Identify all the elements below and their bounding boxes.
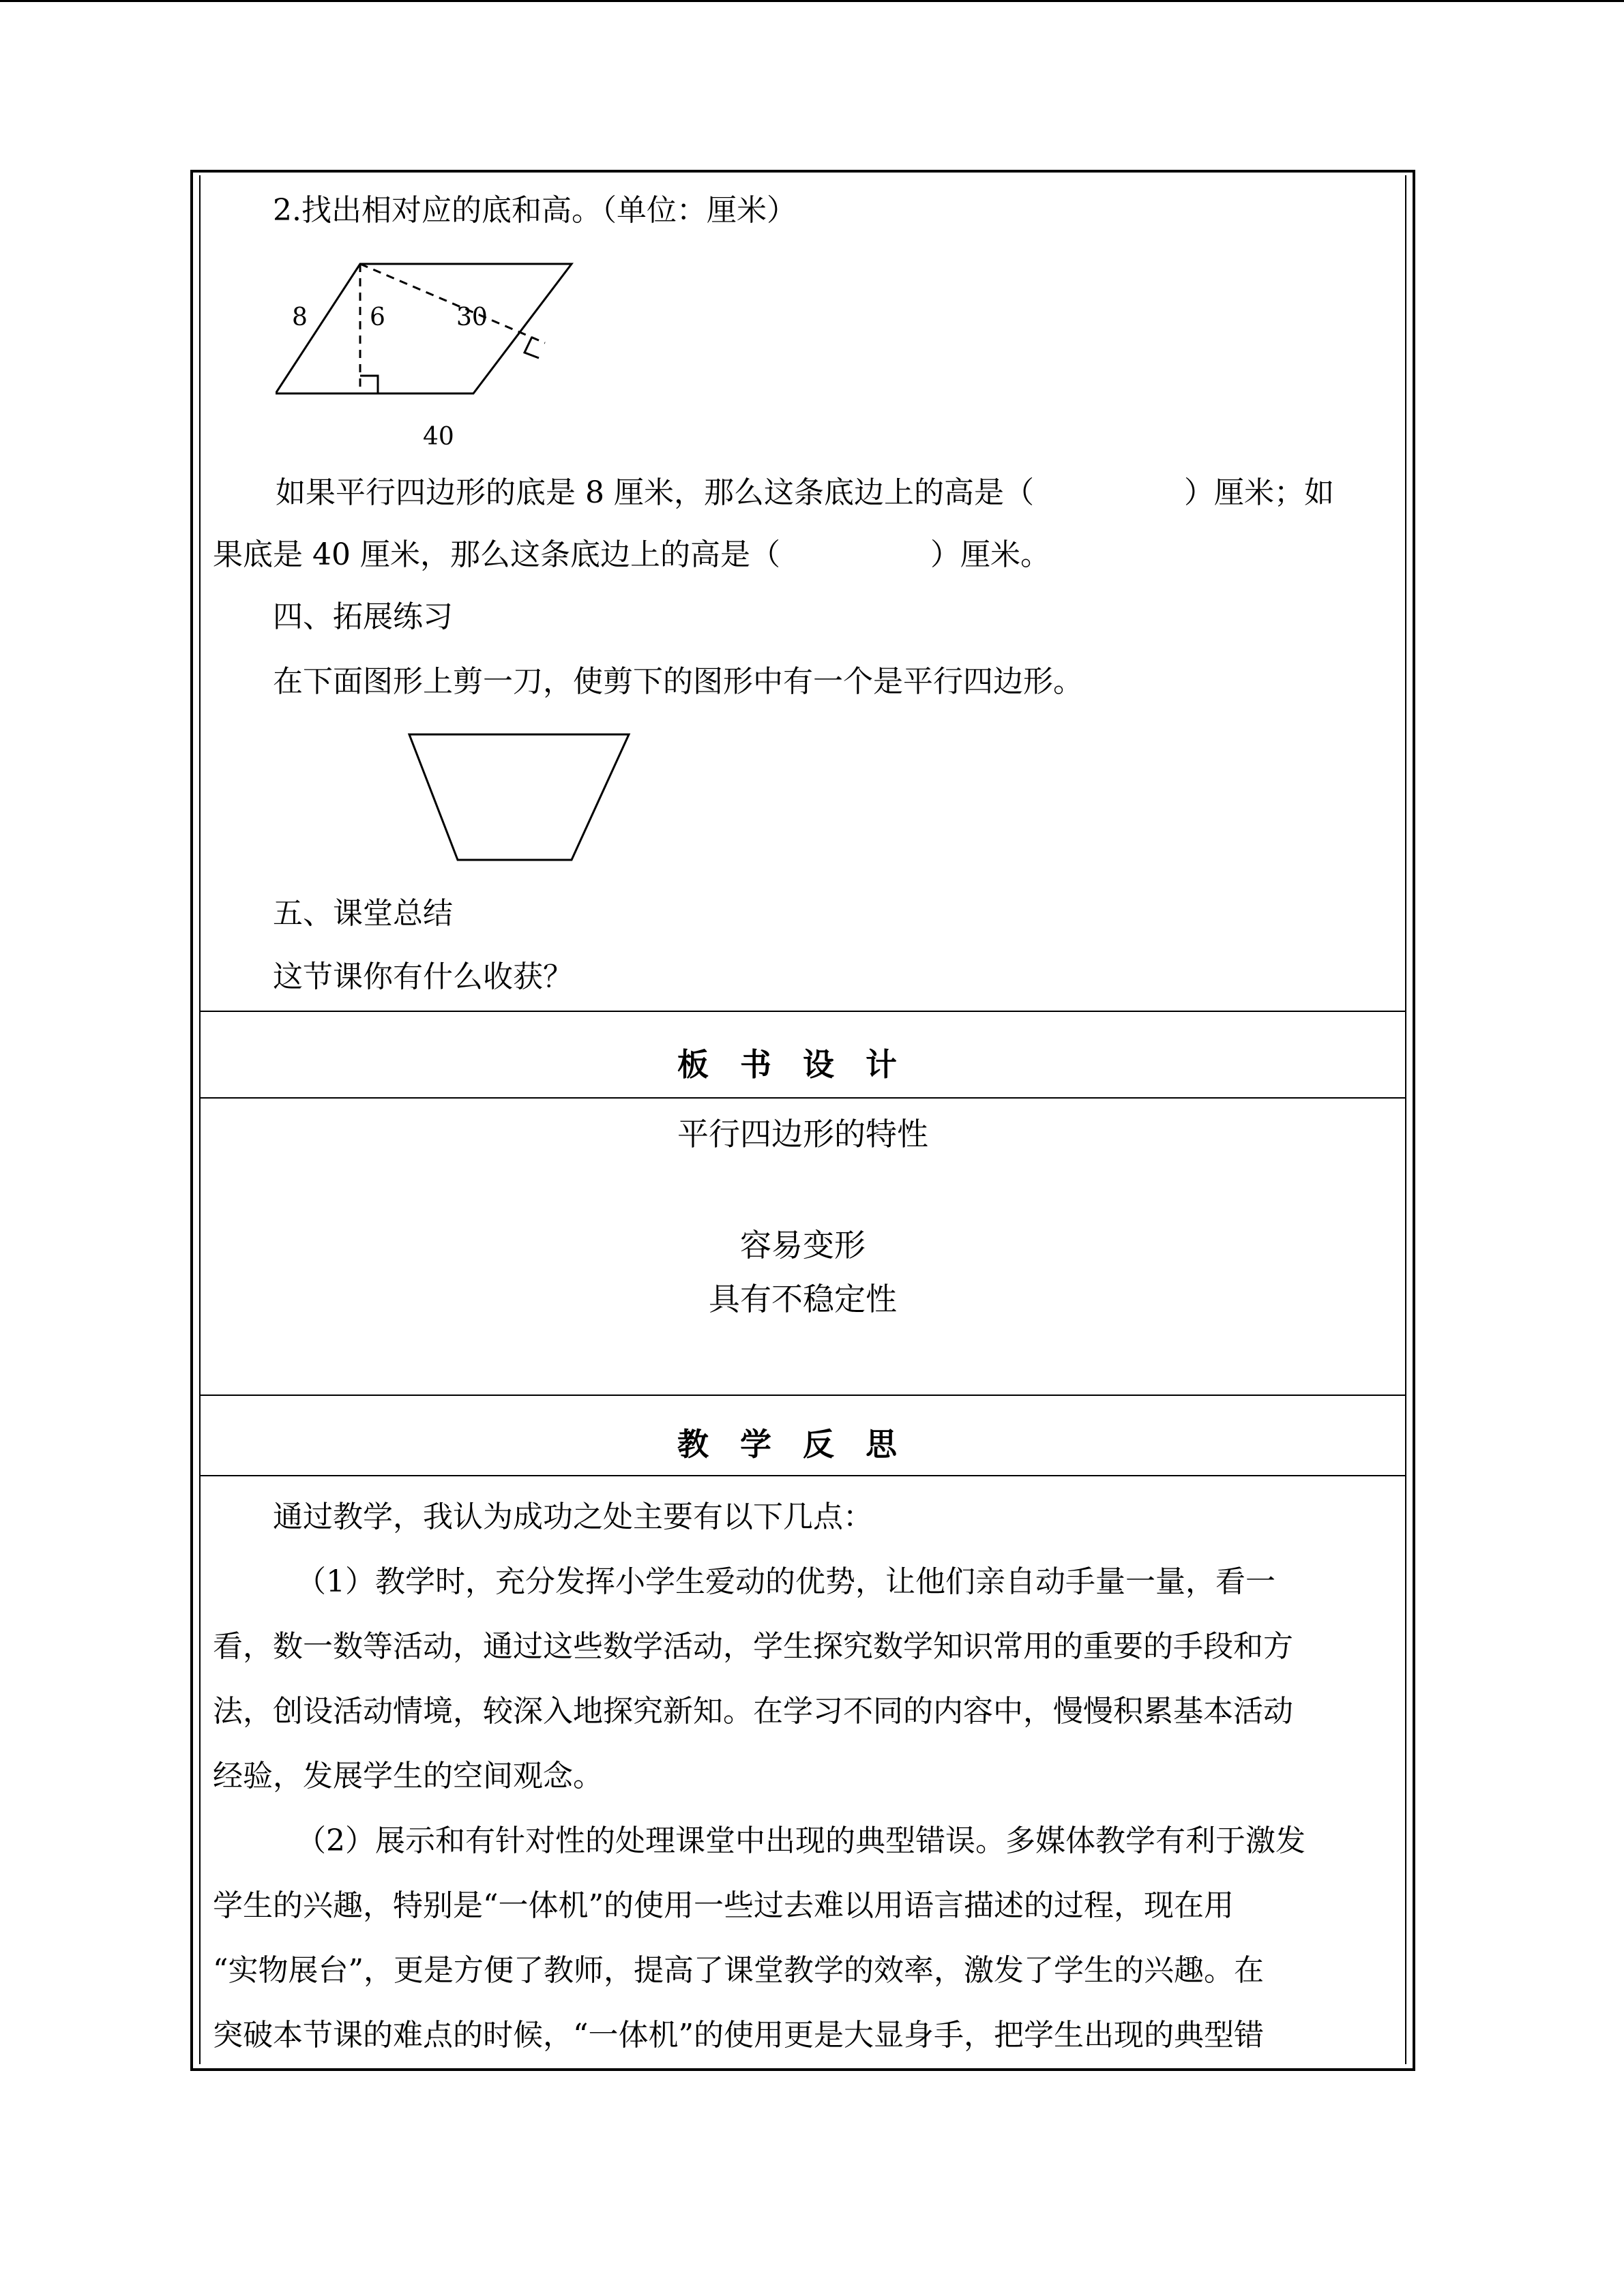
reflection-header: 教学反思 — [677, 1426, 928, 1463]
height-label-30: 30 — [456, 303, 488, 331]
section-4-instruction: 在下面图形上剪一刀，使剪下的图形中有一个是平行四边形。 — [273, 664, 1083, 699]
reflection-p1-line: 看，数一数等活动，通过这些数学活动，学生探究数学知识常用的重要的手段和方 — [213, 1629, 1293, 1664]
reflection-p2-line: 学生的兴趣，特别是“一体机”的使用一些过去难以用语言描述的过程，现在用 — [213, 1888, 1234, 1923]
board-design-line-1: 容易变形 — [740, 1227, 866, 1264]
lesson-plan-table — [190, 170, 1415, 2071]
board-design-title: 平行四边形的特性 — [677, 1116, 928, 1152]
row-divider — [201, 1097, 1405, 1099]
exercise-2-question-line1: 如果平行四边形的底是 8 厘米，那么这条底边上的高是（ ）厘米；如 — [276, 475, 1334, 510]
row-divider — [201, 1475, 1405, 1476]
section-4-title: 四、拓展练习 — [273, 599, 453, 634]
side-label: 8 — [292, 303, 308, 331]
reflection-p2-line: “实物展台”，更是方便了教师，提高了课堂教学的效率，激发了学生的兴趣。在 — [213, 1953, 1264, 1988]
reflection-p1-line: 法，创设活动情境，较深入地探究新知。在学习不同的内容中，慢慢积累基本活动 — [213, 1694, 1293, 1729]
row-divider — [201, 1011, 1405, 1012]
section-5-title: 五、课堂总结 — [273, 896, 453, 931]
trapezoid-figure — [406, 731, 638, 867]
reflection-p2-line: （2）展示和有针对性的处理课堂中出现的典型错误。多媒体教学有利于激发 — [296, 1823, 1305, 1858]
reflection-p1-line: 经验，发展学生的空间观念。 — [213, 1759, 603, 1793]
reflection-intro: 通过教学，我认为成功之处主要有以下几点： — [273, 1500, 873, 1534]
base-label-40: 40 — [423, 423, 454, 451]
parallelogram-figure — [276, 257, 658, 455]
reflection-p1-line: （1）教学时，充分发挥小学生爱动的优势，让他们亲自动手量一量，看一 — [296, 1564, 1275, 1599]
row-divider — [201, 1395, 1405, 1396]
exercise-2-question-line2: 果底是 40 厘米，那么这条底边上的高是（ ）厘米。 — [213, 537, 1050, 572]
table-inner-border — [199, 175, 1406, 2064]
height-label-6: 6 — [370, 303, 385, 331]
board-design-line-2: 具有不稳定性 — [709, 1281, 897, 1317]
exercise-2-title: 2.找出相对应的底和高。（单位：厘米） — [273, 193, 797, 228]
board-design-header: 板书设计 — [677, 1046, 928, 1083]
page-top-rule — [0, 0, 1624, 2]
section-5-question: 这节课你有什么收获？ — [273, 959, 573, 994]
reflection-p2-line: 突破本节课的难点的时候，“一体机”的使用更是大显身手，把学生出现的典型错 — [213, 2018, 1264, 2053]
